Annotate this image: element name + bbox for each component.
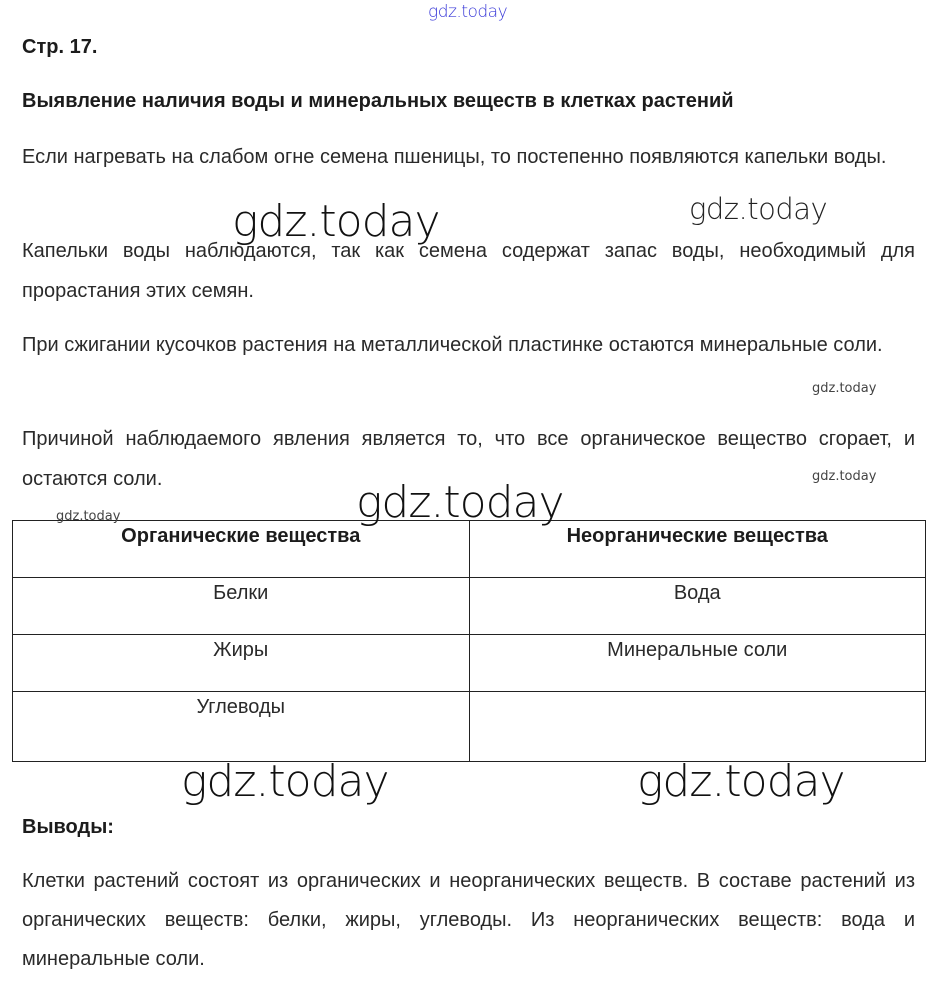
watermark-top: gdz.today: [428, 2, 508, 22]
table-row: [13, 692, 926, 762]
watermark: gdz.today: [812, 469, 877, 484]
header-inorganic: Неорганические вещества: [469, 521, 926, 578]
watermark: gdz.today: [181, 756, 389, 807]
table-cell: Вода: [469, 578, 926, 635]
paragraph-1: Если нагревать на слабом огне семена пшеницы, то постепенно появляются капельки воды.: [22, 146, 887, 168]
watermark: gdz.today: [56, 509, 121, 524]
table-cell: Минеральные соли: [469, 635, 926, 692]
table-cell: [469, 692, 926, 762]
watermark: gdz.today: [689, 192, 828, 226]
watermark: gdz.today: [232, 196, 440, 247]
table-cell: Белки: [13, 578, 470, 635]
conclusions-title: Выводы:: [22, 816, 114, 838]
table-row: [13, 635, 926, 692]
page-number: Стр. 17.: [22, 36, 98, 58]
table-row: [13, 578, 926, 635]
header-organic: Органические вещества: [13, 521, 470, 578]
paragraph-2: Капельки воды наблюдаются, так как семена содержат запас воды, необходимый для прорастания этих семян.: [22, 240, 915, 302]
conclusions-text: Клетки растений состоят из органических и неорганических веществ. В составе растений из органических веществ: белки, жиры, углеводы. Из неорганических веществ: вода и минеральные соли.: [22, 870, 915, 970]
watermark: gdz.today: [812, 381, 877, 396]
table-cell: Углеводы: [13, 692, 470, 762]
paragraph-3: При сжигании кусочков растения на металлической пластинке остаются минеральные соли.: [22, 334, 883, 356]
watermark: gdz.today: [637, 756, 845, 807]
section-title: Выявление наличия воды и минеральных веществ в клетках растений: [22, 90, 734, 112]
substances-table: [12, 520, 926, 762]
paragraph-4: Причиной наблюдаемого явления является то, что все органическое вещество сгорает, и остаются соли.: [22, 428, 915, 490]
table-header-row: [13, 521, 926, 578]
table-cell: Жиры: [13, 635, 470, 692]
watermark: gdz.today: [356, 477, 564, 528]
